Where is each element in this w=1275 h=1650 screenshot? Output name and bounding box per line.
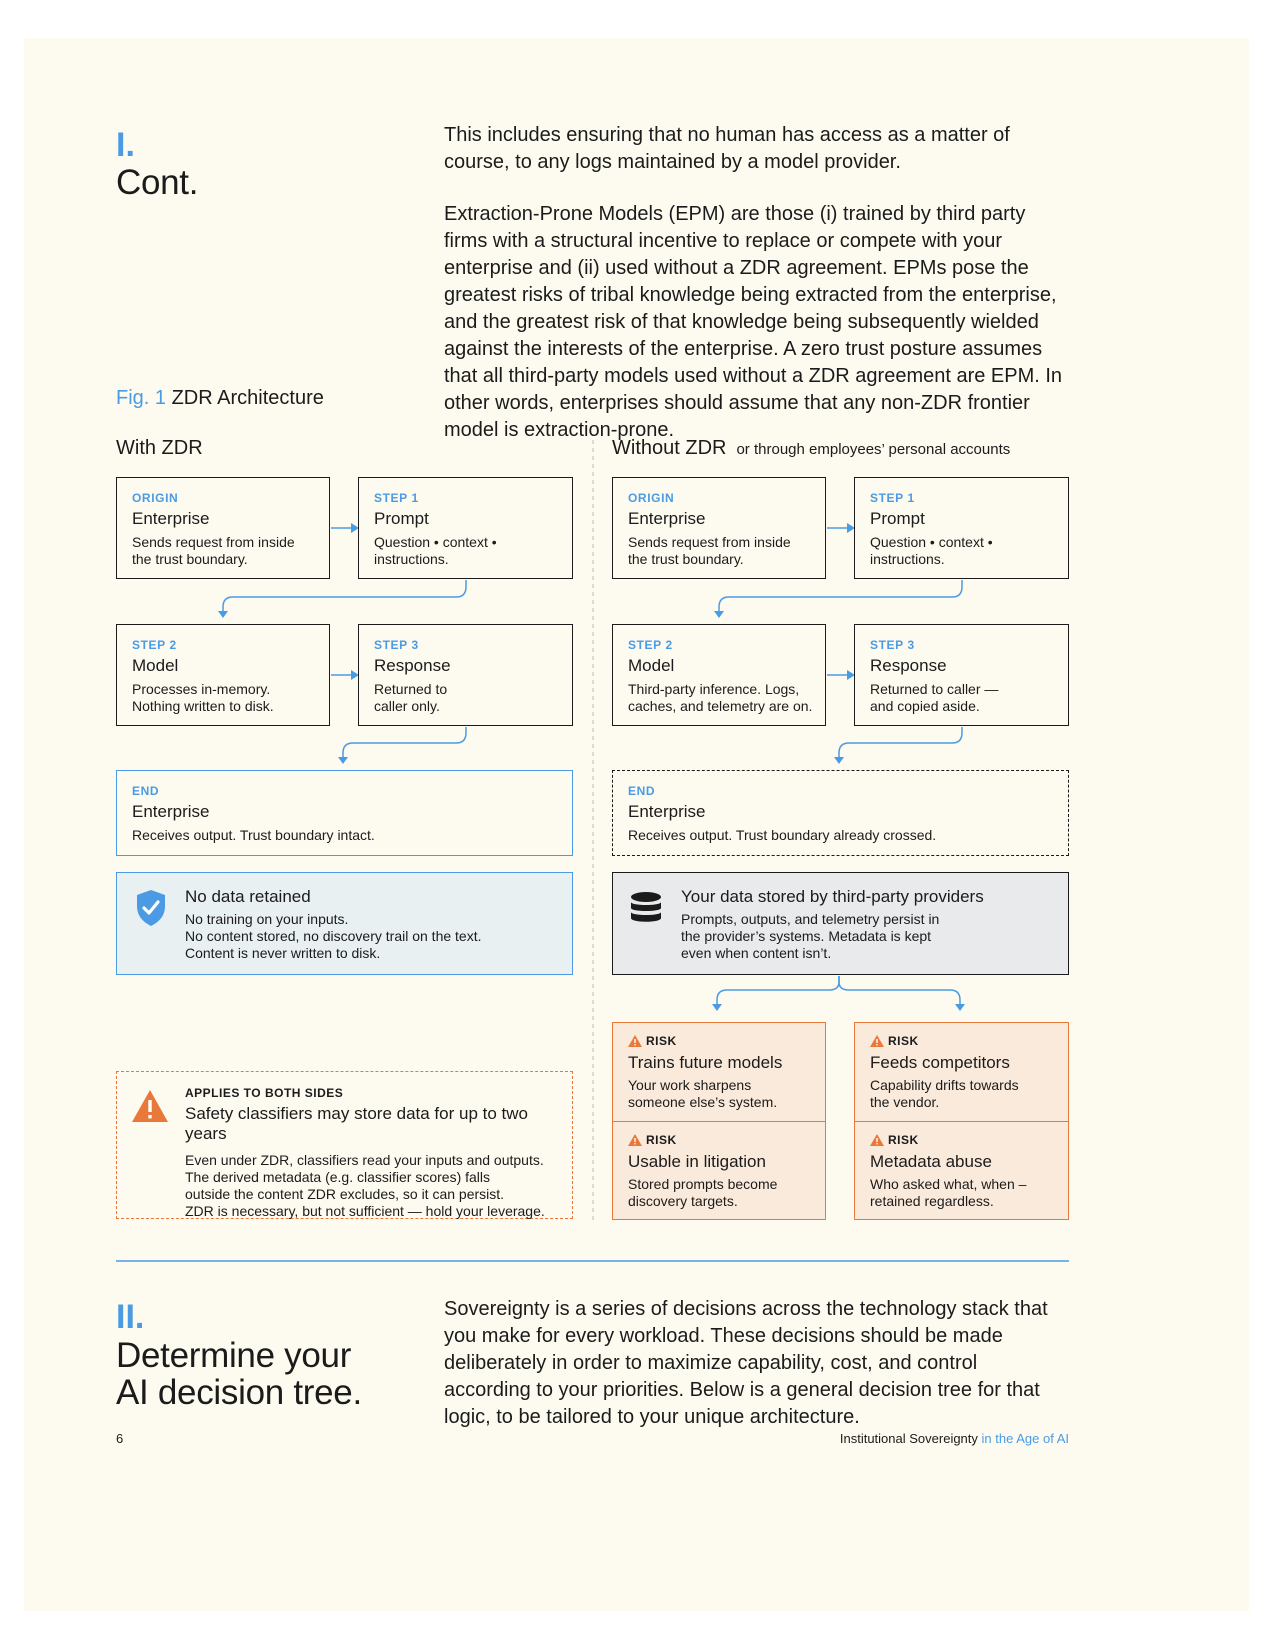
database-icon — [629, 891, 663, 925]
data-stored-note — [612, 872, 1069, 975]
box-desc: Returned to caller only. — [374, 681, 448, 714]
note-line: outside the content ZDR excludes, so it can persist. — [185, 1186, 505, 1202]
note-line: Content is never written to disk. — [185, 945, 381, 961]
warning-triangle-icon — [870, 1134, 884, 1146]
box-title: Enterprise — [132, 802, 210, 821]
risk-panel-right — [854, 1022, 1069, 1220]
box-title: Enterprise — [628, 509, 706, 528]
box-label: STEP 2 — [628, 638, 673, 652]
box-label: STEP 2 — [132, 638, 177, 652]
box-label: END — [628, 784, 656, 798]
without-zdr-step1-box — [854, 477, 1069, 579]
box-title: Response — [870, 656, 947, 675]
both-sides-warning-note — [116, 1071, 573, 1219]
box-desc: Processes in-memory. Nothing written to disk. — [132, 681, 274, 714]
shield-check-icon — [135, 889, 167, 927]
risk-title: Usable in litigation — [628, 1152, 766, 1171]
box-label: ORIGIN — [132, 491, 179, 505]
warning-triangle-icon — [628, 1134, 642, 1146]
elbow-arrow-icon — [717, 976, 839, 1006]
with-zdr-heading: With ZDR — [116, 437, 203, 459]
with-zdr-step2-box — [116, 624, 330, 726]
note-title: Safety classifiers may store data for up to two years — [185, 1104, 528, 1143]
footer-title: Institutional Sovereignty — [839, 1431, 978, 1446]
note-line: No content stored, no discovery trail on the text. — [185, 928, 482, 944]
box-desc: Receives output. Trust boundary already crossed. — [628, 827, 937, 843]
risk-label — [628, 1034, 810, 1048]
without-zdr-end-box — [612, 770, 1069, 856]
risk-label — [870, 1133, 1053, 1147]
without-zdr-step3-box — [854, 624, 1069, 726]
risk-title: Trains future models — [628, 1053, 783, 1072]
page-number: 6 — [116, 1431, 124, 1446]
risk-item — [855, 1023, 1068, 1122]
risk-desc: Capability drifts towards the vendor. — [870, 1077, 1019, 1110]
section-title-line: AI decision tree. — [116, 1373, 362, 1412]
warning-triangle-icon — [628, 1035, 642, 1047]
elbow-arrow-icon — [343, 727, 466, 759]
risk-item — [613, 1122, 825, 1221]
risk-label — [628, 1133, 810, 1147]
heading-text: Without ZDR — [612, 437, 727, 459]
risk-title: Metadata abuse — [870, 1152, 992, 1171]
risk-label-text: RISK — [646, 1034, 677, 1048]
box-title: Prompt — [870, 509, 925, 528]
section-2-header — [116, 1300, 362, 1411]
section-number: I. — [116, 126, 135, 164]
figure-title: ZDR Architecture — [171, 387, 324, 409]
elbow-arrow-icon — [839, 727, 962, 759]
section-2-body — [444, 1296, 1069, 1431]
with-zdr-step1-box — [358, 477, 573, 579]
note-line: No training on your inputs. — [185, 911, 349, 927]
section-number: II. — [116, 1298, 145, 1336]
elbow-arrow-icon — [223, 580, 466, 613]
with-zdr-origin-box — [116, 477, 330, 579]
figure-label: Fig. 1 — [116, 387, 167, 409]
without-zdr-step2-box — [612, 624, 826, 726]
elbow-arrow-icon — [839, 976, 960, 1006]
box-title: Model — [132, 656, 179, 675]
box-desc: Returned to caller — and copied aside. — [870, 681, 999, 714]
running-footer — [840, 1431, 1069, 1446]
section-title-line: Determine your — [116, 1336, 352, 1375]
note-line: The derived metadata (e.g. classifier scores) falls — [185, 1169, 491, 1185]
paragraph: This includes ensuring that no human has access as a matter of course, to any logs maintained by a model provider. — [444, 124, 1010, 173]
risk-label-text: RISK — [888, 1034, 919, 1048]
box-desc: Question • context • instructions. — [374, 534, 497, 567]
box-label: STEP 3 — [374, 638, 419, 652]
box-title: Enterprise — [132, 509, 210, 528]
risk-label-text: RISK — [888, 1133, 919, 1147]
box-title: Prompt — [374, 509, 429, 528]
warning-triangle-icon — [131, 1089, 169, 1123]
note-line: Prompts, outputs, and telemetry persist in — [681, 911, 940, 927]
risk-item — [855, 1122, 1068, 1221]
note-line: even when content isn’t. — [681, 945, 832, 961]
box-label: STEP 1 — [870, 491, 915, 505]
risk-label-text: RISK — [646, 1133, 677, 1147]
risk-desc: Your work sharpens someone else’s system. — [628, 1077, 778, 1110]
box-label: ORIGIN — [628, 491, 675, 505]
with-zdr-step3-box — [358, 624, 573, 726]
box-label: STEP 1 — [374, 491, 419, 505]
box-desc: Third-party inference. Logs, caches, and telemetry are on. — [628, 681, 813, 714]
box-title: Response — [374, 656, 451, 675]
note-line: ZDR is necessary, but not sufficient — hold your leverage. — [185, 1203, 545, 1219]
box-desc: Receives output. Trust boundary intact. — [132, 827, 375, 843]
note-label: APPLIES TO BOTH SIDES — [185, 1086, 344, 1100]
paragraph: Extraction-Prone Models (EPM) are those (i) trained by third party firms with a structural incentive to replace or compete with your enterprise and (ii) used without a ZDR agreement. EPMs pose the greatest risks of tribal knowledge being extracted from the enterprise, and the greatest risk of that knowledge being subsequently wielded against the interests of the enterprise. A zero trust posture assumes that all third-party models used without a ZDR agreement are EPM. In other words, enterprises should assume that any non-ZDR frontier model is extraction-prone. — [444, 203, 1063, 441]
note-line: Even under ZDR, classifiers read your inputs and outputs. — [185, 1152, 544, 1168]
section-title: Cont. — [116, 163, 199, 202]
elbow-arrow-icon — [719, 580, 962, 613]
risk-title: Feeds competitors — [870, 1053, 1010, 1072]
with-zdr-end-box — [116, 770, 573, 856]
risk-item — [613, 1023, 825, 1122]
note-title: Your data stored by third-party providers — [681, 887, 984, 906]
box-desc: Sends request from inside the trust boundary. — [628, 534, 791, 567]
risk-desc: Who asked what, when – retained regardless. — [870, 1176, 1027, 1209]
without-zdr-origin-box — [612, 477, 826, 579]
box-title: Enterprise — [628, 802, 706, 821]
no-data-retained-note — [116, 872, 573, 975]
note-title: No data retained — [185, 887, 311, 906]
note-line: the provider’s systems. Metadata is kept — [681, 928, 932, 944]
risk-desc: Stored prompts become discovery targets. — [628, 1176, 778, 1209]
box-desc: Question • context • instructions. — [870, 534, 993, 567]
footer-title-accent: in the Age of AI — [981, 1431, 1069, 1446]
box-title: Model — [628, 656, 675, 675]
box-label: END — [132, 784, 160, 798]
box-label: STEP 3 — [870, 638, 915, 652]
warning-triangle-icon — [870, 1035, 884, 1047]
box-desc: Sends request from inside the trust boundary. — [132, 534, 295, 567]
risk-panel-left — [612, 1022, 826, 1220]
heading-subtext: or through employees’ personal accounts — [736, 441, 1011, 458]
paragraph: Sovereignty is a series of decisions across the technology stack that you make for every workload. These decisions should be made deliberately in order to maximize capability, cost, and control according to your priorities. Below is a general decision tree for that logic, to be tailored to your unique architecture. — [444, 1298, 1048, 1428]
risk-label — [870, 1034, 1053, 1048]
